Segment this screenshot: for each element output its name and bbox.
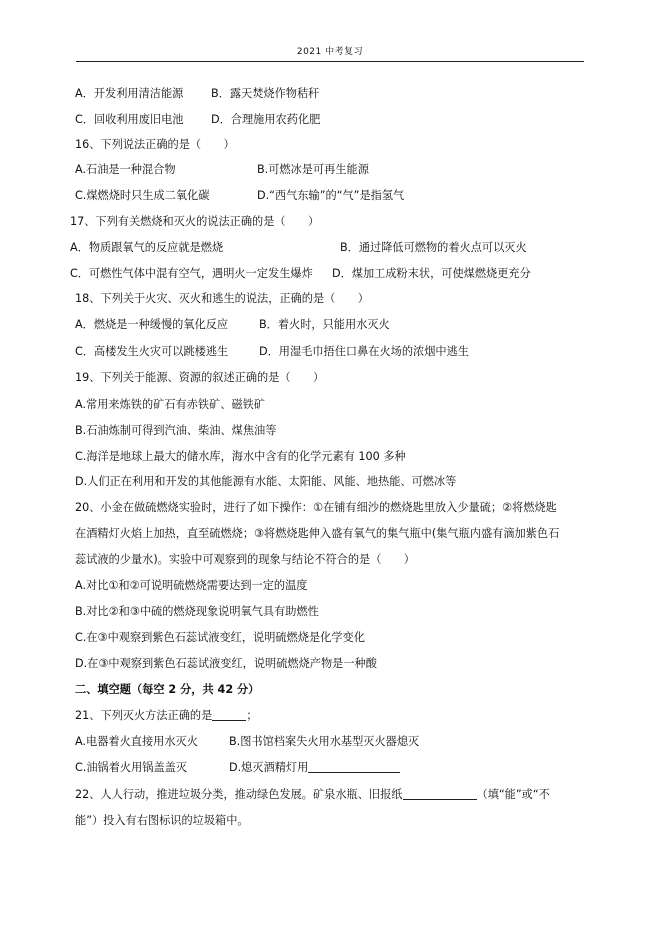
q15-option-b: B．露天焚烧作物秸秆 [211,87,320,100]
q17-option-a: A．物质跟氧气的反应就是燃烧 [70,241,224,254]
q18-option-b: B．着火时，只能用水灭火 [259,318,390,331]
question-22-line-1 [75,785,550,805]
q18-option-a: A．燃烧是一种缓慢的氧化反应 [75,318,229,331]
q21-option-c: C.油锅着火用锅盖盖灭 [75,761,188,774]
q21-option-b: B.图书馆档案失火用水基型灭火器熄灭 [229,735,420,748]
q19-option-b: B.石油炼制可得到汽油、柴油、煤焦油等 [75,424,277,437]
q17-option-d: D．煤加工成粉末状，可使煤燃烧更充分 [332,267,531,280]
q18-option-d: D．用湿毛巾捂住口鼻在火场的浓烟中逃生 [259,345,469,358]
question-17-stem: 17、下列有关燃烧和灭火的说法正确的是（ ） [70,215,320,228]
question-22-line-2: 能”）投入有右图标识的垃圾箱中。 [75,814,249,827]
header-divider [76,61,584,62]
question-20-stem-line-3: 蕊试液的少量水)。实验中可观察到的现象与结论不符合的是（ ） [75,553,415,566]
q20-option-b: B.对比②和③中硫的燃烧现象说明氧气具有助燃性 [75,605,319,618]
q17-option-b: B．通过降低可燃物的着火点可以灭火 [340,241,527,254]
question-18-stem: 18、下列关于火灾、灭火和逃生的说法，正确的是（ ） [75,292,369,305]
q22-text-part-2: （填“能”或“不 [476,788,550,801]
question-21-stem [75,706,258,726]
q20-option-a: A.对比①和②可说明硫燃烧需要达到一定的温度 [75,579,308,592]
q16-option-d: D.“西气东输”的“气”是指氢气 [257,189,405,202]
q16-option-a: A.石油是一种混合物 [75,163,176,176]
q19-option-a: A.常用来炼铁的矿石有赤铁矿、磁铁矿 [75,398,266,411]
q22-text-part-1: 22、人人行动，推进垃圾分类，推动绿色发展。矿泉水瓶、旧报纸 [75,788,403,801]
q16-option-b: B.可燃冰是可再生能源 [257,163,369,176]
q15-option-d: D．合理施用农药化肥 [211,113,321,126]
q21-answer-blank[interactable] [212,707,246,721]
question-16-stem: 16、下列说法正确的是（ ） [75,138,235,151]
question-19-stem: 19、下列关于能源、资源的叙述正确的是（ ） [75,371,325,384]
q19-option-c: C.海洋是地球上最大的储水库，海水中含有的化学元素有 100 多种 [75,450,406,463]
page-header: 2021 中考复习 [296,47,364,57]
q16-option-c: C.煤燃烧时只生成二氧化碳 [75,189,210,202]
section-2-title: 二、填空题（每空 2 分，共 42 分） [75,683,260,696]
q21-option-a: A.电器着火直接用水灭火 [75,735,198,748]
q20-option-d: D.在③中观察到紫色石蕊试液变红，说明硫燃烧产物是一种酸 [75,657,377,670]
q21-option-d-blank[interactable] [308,759,400,773]
question-20-stem-line-1: 20、小金在做硫燃烧实验时，进行了如下操作：①在铺有细沙的燃烧匙里放入少量硫；②将燃烧匙 [75,501,557,514]
q17-option-c: C．可燃性气体中混有空气，遇明火一定发生爆炸 [70,267,313,280]
q21-stem-end: ； [246,709,258,722]
q19-option-d: D.人们正在利用和开发的其他能源有水能、太阳能、风能、地热能、可燃冰等 [75,475,457,488]
q15-option-c: C．回收利用废旧电池 [75,113,184,126]
q18-option-c: C．高楼发生火灾可以跳楼逃生 [75,345,229,358]
q20-option-c: C.在③中观察到紫色石蕊试液变红，说明硫燃烧是化学变化 [75,631,365,644]
question-20-stem-line-2: 在酒精灯火焰上加热，直至硫燃烧；③将燃烧匙伸入盛有氧气的集气瓶中(集气瓶内盛有滴加紫色石 [75,527,560,540]
q22-answer-blank[interactable] [403,786,477,800]
q15-option-a: A．开发利用清洁能源 [75,87,184,100]
q21-option-d [229,758,400,778]
q21-stem-text: 21、下列灭火方法正确的是 [75,709,213,722]
q21-option-d-text: D.熄灭酒精灯用 [229,761,309,774]
